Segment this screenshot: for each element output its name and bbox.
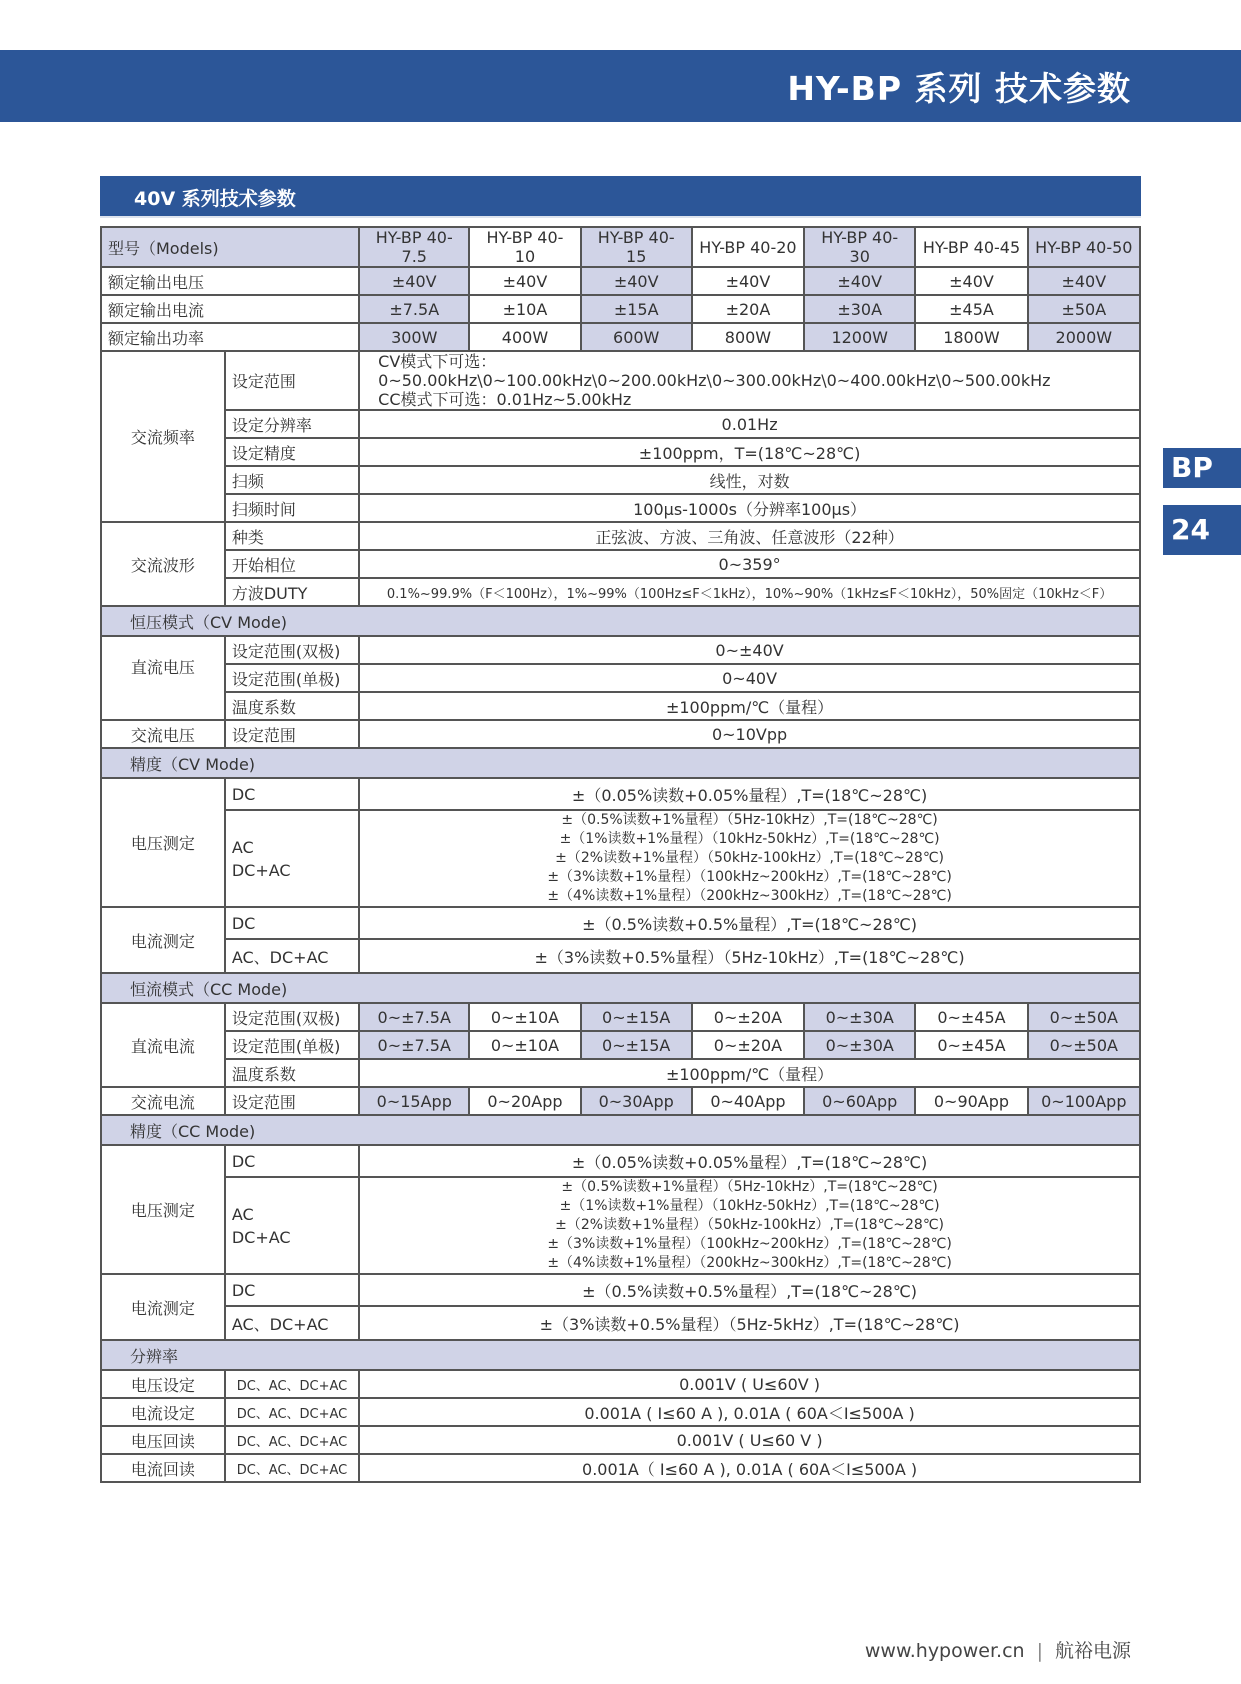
- resolution-header: [101, 1340, 1140, 1370]
- row-label: 电流回读: [101, 1454, 225, 1482]
- ac-wave-duty-row: [101, 578, 1140, 606]
- value-cell: 0~±45A: [915, 1031, 1027, 1059]
- row-value: ±（0.05%读数+0.05%量程）,T=(18℃~28℃): [359, 1145, 1140, 1177]
- ac-freq-label: 交流频率: [101, 351, 225, 522]
- ac-freq-sweep-row: [101, 466, 1140, 494]
- value-cell: 0~±15A: [581, 1003, 692, 1031]
- ac-freq-range-value: [359, 351, 1140, 410]
- cc-acc-voltage-dc-row: [101, 1145, 1140, 1177]
- ac-freq-range-label: 设定范围: [225, 351, 359, 410]
- section-header: 分辨率: [101, 1340, 1140, 1370]
- value-cell: 0~20App: [469, 1087, 580, 1115]
- row-label: 设定范围(双极): [225, 636, 359, 664]
- cv-acc-current-dc-row: [101, 907, 1140, 939]
- value-cell: 300W: [359, 323, 469, 351]
- resolution-row: [101, 1454, 1140, 1482]
- rated-power-label: 额定输出功率: [101, 323, 359, 351]
- ac-wave-label: 交流波形: [101, 522, 225, 606]
- ac-wave-phase-row: [101, 550, 1140, 578]
- row-label: DC: [225, 907, 359, 939]
- row-label: 方波DUTY: [225, 578, 359, 606]
- row-label: AC、DC+AC: [225, 939, 359, 973]
- value-cell: 1200W: [804, 323, 915, 351]
- row-value: 0.01Hz: [359, 410, 1140, 438]
- value-cell: 800W: [692, 323, 804, 351]
- cc-freq-range: CC模式下可选：0.01Hz~5.00kHz: [378, 390, 632, 409]
- accuracy-line: ±（2%读数+1%量程）（50kHz-100kHz）,T=(18℃~28℃): [555, 850, 945, 866]
- value-cell: 0~±7.5A: [359, 1031, 469, 1059]
- value-cell: ±45A: [915, 295, 1027, 323]
- value-cell: 400W: [469, 323, 580, 351]
- row-label: AC、DC+AC: [225, 1306, 359, 1340]
- cv-mode-header: [101, 606, 1140, 636]
- accuracy-line: ±（0.5%读数+1%量程）（5Hz-10kHz）,T=(18℃~28℃): [561, 1179, 938, 1195]
- row-value: ±100ppm，T=(18℃~28℃): [359, 438, 1140, 466]
- model-cell: HY-BP 40-45: [915, 227, 1027, 267]
- value-cell: 0~±45A: [915, 1003, 1027, 1031]
- dc-voltage-label: 直流电压: [101, 636, 225, 720]
- value-cell: ±40V: [1028, 267, 1140, 295]
- accuracy-line: ±（1%读数+1%量程）（10kHz-50kHz）,T=(18℃~28℃): [559, 1198, 940, 1214]
- value-cell: 0~±30A: [804, 1031, 915, 1059]
- value-cell: 0~40App: [692, 1087, 804, 1115]
- value-cell: 0~±15A: [581, 1031, 692, 1059]
- row-value: 0~±40V: [359, 636, 1140, 664]
- models-label: 型号（Models): [101, 227, 359, 267]
- row-label: 设定范围(双极): [225, 1003, 359, 1031]
- row-value: 0~10Vpp: [359, 720, 1140, 748]
- value-cell: 0~±20A: [692, 1031, 804, 1059]
- model-cell: HY-BP 40-50: [1028, 227, 1140, 267]
- row-value: 0.1%~99.9%（F＜100Hz），1%~99%（100Hz≤F＜1kHz），10%~90%（1kHz≤F＜10kHz），50%固定（10kHz＜F）: [359, 578, 1140, 606]
- section-header: 精度（CC Mode): [101, 1115, 1140, 1145]
- rated-voltage-row: [101, 267, 1140, 295]
- row-label: 设定范围(单极): [225, 664, 359, 692]
- rated-current-label: 额定输出电流: [101, 295, 359, 323]
- footer: [865, 1636, 1131, 1663]
- ac-freq-res-row: [101, 410, 1140, 438]
- cv-accuracy-header: [101, 748, 1140, 778]
- cc-dc-unipolar-row: [101, 1031, 1140, 1059]
- value-cell: ±40V: [804, 267, 915, 295]
- row-label: 扫频: [225, 466, 359, 494]
- row-value: 线性，对数: [359, 466, 1140, 494]
- cv-freq-range: CV模式下可选：0~50.00kHz\0~100.00kHz\0~200.00kHz\0~300.00kHz\0~400.00kHz\0~500.00kHz: [378, 352, 1051, 390]
- accuracy-line: ±（1%读数+1%量程）（10kHz-50kHz）,T=(18℃~28℃): [559, 831, 940, 847]
- value-cell: 0~±7.5A: [359, 1003, 469, 1031]
- row-value: ±（0.5%读数+0.5%量程）,T=(18℃~28℃): [359, 907, 1140, 939]
- row-label: 扫频时间: [225, 494, 359, 522]
- value-cell: ±50A: [1028, 295, 1140, 323]
- value-cell: ±7.5A: [359, 295, 469, 323]
- cv-acc-voltage-dc-row: [101, 778, 1140, 810]
- value-cell: ±40V: [692, 267, 804, 295]
- row-label: DC: [225, 778, 359, 810]
- resolution-row: [101, 1370, 1140, 1398]
- row-label: [225, 810, 359, 907]
- row-value: ±（0.5%读数+0.5%量程）,T=(18℃~28℃): [359, 1274, 1140, 1306]
- current-measure-label: 电流测定: [101, 907, 225, 973]
- row-label: 种类: [225, 522, 359, 550]
- side-tab-page-label: 24: [1171, 513, 1210, 546]
- row-value: 100μs-1000s（分辨率100μs）: [359, 494, 1140, 522]
- website-link[interactable]: www.hypower.cn: [864, 1640, 1025, 1662]
- value-cell: 0~15App: [359, 1087, 469, 1115]
- cc-dc-bipolar-row: [101, 1003, 1140, 1031]
- row-label: 电压回读: [101, 1426, 225, 1454]
- ac-freq-range-row: [101, 351, 1140, 410]
- resolution-row: [101, 1398, 1140, 1426]
- row-label: 开始相位: [225, 550, 359, 578]
- row-label: 设定范围: [225, 1087, 359, 1115]
- mode-label: DC、AC、DC+AC: [225, 1426, 359, 1454]
- rated-power-row: [101, 323, 1140, 351]
- mode-label: DC、AC、DC+AC: [225, 1398, 359, 1426]
- value-cell: 0~60App: [804, 1087, 915, 1115]
- accuracy-line: ±（2%读数+1%量程）（50kHz-100kHz）,T=(18℃~28℃): [555, 1217, 945, 1233]
- row-label: 设定范围(单极): [225, 1031, 359, 1059]
- row-value: 0.001A（ I≤60 A ), 0.01A ( 60A＜I≤500A ): [359, 1454, 1140, 1482]
- row-value: 0~359°: [359, 550, 1140, 578]
- value-cell: 0~±30A: [804, 1003, 915, 1031]
- value-cell: 1800W: [915, 323, 1027, 351]
- cv-acc-current-ac-row: [101, 939, 1140, 973]
- row-value: 正弦波、方波、三角波、任意波形（22种）: [359, 522, 1140, 550]
- row-label: 设定精度: [225, 438, 359, 466]
- brand-name: 航裕电源: [1054, 1640, 1131, 1662]
- value-cell: 0~30App: [581, 1087, 692, 1115]
- value-cell: 0~90App: [915, 1087, 1027, 1115]
- value-cell: ±40V: [581, 267, 692, 295]
- accuracy-line: ±（4%读数+1%量程）（200kHz~300kHz）,T=(18℃~28℃): [547, 1255, 952, 1271]
- value-cell: ±20A: [692, 295, 804, 323]
- ac-freq-acc-row: [101, 438, 1140, 466]
- row-value: ±（3%读数+0.5%量程）（5Hz-5kHz）,T=(18℃~28℃): [359, 1306, 1140, 1340]
- ac-label: AC: [231, 1204, 254, 1224]
- section-header: 精度（CV Mode): [101, 748, 1140, 778]
- model-cell: HY-BP 40-30: [804, 227, 915, 267]
- row-label: DC: [225, 1274, 359, 1306]
- row-value: [359, 1177, 1140, 1274]
- dc-ac-label: DC+AC: [231, 1227, 291, 1247]
- ac-freq-sweep-time-row: [101, 494, 1140, 522]
- side-tab-page: [1163, 505, 1241, 555]
- section-header: 恒流模式（CC Mode): [101, 973, 1140, 1003]
- accuracy-line: ±（3%读数+1%量程）（100kHz~200kHz）,T=(18℃~28℃): [547, 869, 952, 885]
- resolution-row: [101, 1426, 1140, 1454]
- page-title: HY-BP 系列 技术参数: [787, 69, 1131, 108]
- row-label: DC: [225, 1145, 359, 1177]
- dc-current-label: 直流电流: [101, 1003, 225, 1087]
- mode-label: DC、AC、DC+AC: [225, 1454, 359, 1482]
- value-cell: 0~±10A: [469, 1031, 580, 1059]
- cv-dc-bipolar-row: [101, 636, 1140, 664]
- models-row: [101, 227, 1140, 267]
- mode-label: DC、AC、DC+AC: [225, 1370, 359, 1398]
- cc-acc-current-ac-row: [101, 1306, 1140, 1340]
- side-tab-series: [1163, 448, 1241, 488]
- cv-dc-temp-row: [101, 692, 1140, 720]
- cc-acc-voltage-ac-row: [101, 1177, 1140, 1274]
- value-cell: 2000W: [1028, 323, 1140, 351]
- row-value: 0.001A ( I≤60 A ), 0.01A ( 60A＜I≤500A ): [359, 1398, 1140, 1426]
- model-cell: HY-BP 40-15: [581, 227, 692, 267]
- row-value: ±（0.05%读数+0.05%量程）,T=(18℃~28℃): [359, 778, 1140, 810]
- voltage-measure-label: 电压测定: [101, 1145, 225, 1274]
- current-measure-label: 电流测定: [101, 1274, 225, 1340]
- model-cell: HY-BP 40-20: [692, 227, 804, 267]
- side-tab-series-label: BP: [1171, 451, 1213, 484]
- value-cell: 600W: [581, 323, 692, 351]
- row-label: 设定分辨率: [225, 410, 359, 438]
- row-value: ±100ppm/℃（量程）: [359, 1059, 1140, 1087]
- ac-wave-type-row: [101, 522, 1140, 550]
- voltage-measure-label: 电压测定: [101, 778, 225, 907]
- section-title: 40V 系列技术参数: [134, 188, 296, 210]
- value-cell: 0~100App: [1028, 1087, 1140, 1115]
- section-header: 恒压模式（CV Mode): [101, 606, 1140, 636]
- ac-label: AC: [231, 837, 254, 857]
- model-cell: HY-BP 40-10: [469, 227, 580, 267]
- row-value: ±（3%读数+0.5%量程）（5Hz-10kHz）,T=(18℃~28℃): [359, 939, 1140, 973]
- model-cell: HY-BP 40-7.5: [359, 227, 469, 267]
- row-value: 0.001V ( U≤60 V ): [359, 1426, 1140, 1454]
- cc-accuracy-header: [101, 1115, 1140, 1145]
- ac-voltage-label: 交流电压: [101, 720, 225, 748]
- row-value: 0.001V ( U≤60V ): [359, 1370, 1140, 1398]
- rated-current-row: [101, 295, 1140, 323]
- value-cell: ±40V: [915, 267, 1027, 295]
- row-label: 温度系数: [225, 692, 359, 720]
- value-cell: ±30A: [804, 295, 915, 323]
- accuracy-line: ±（3%读数+1%量程）（100kHz~200kHz）,T=(18℃~28℃): [547, 1236, 952, 1252]
- row-label: 温度系数: [225, 1059, 359, 1087]
- spec-table: [100, 226, 1141, 1483]
- rated-voltage-label: 额定输出电压: [101, 267, 359, 295]
- cc-ac-current-row: [101, 1087, 1140, 1115]
- cv-dc-unipolar-row: [101, 664, 1140, 692]
- accuracy-line: ±（4%读数+1%量程）（200kHz~300kHz）,T=(18℃~28℃): [547, 888, 952, 904]
- row-label: [225, 1177, 359, 1274]
- value-cell: 0~±50A: [1028, 1031, 1140, 1059]
- value-cell: ±40V: [359, 267, 469, 295]
- ac-current-label: 交流电流: [101, 1087, 225, 1115]
- value-cell: 0~±20A: [692, 1003, 804, 1031]
- dc-ac-label: DC+AC: [231, 860, 291, 880]
- value-cell: ±15A: [581, 295, 692, 323]
- row-value: [359, 810, 1140, 907]
- value-cell: 0~±10A: [469, 1003, 580, 1031]
- value-cell: ±40V: [469, 267, 580, 295]
- cc-dc-temp-row: [101, 1059, 1140, 1087]
- footer-separator: |: [1036, 1640, 1043, 1662]
- cc-acc-current-dc-row: [101, 1274, 1140, 1306]
- row-label: 设定范围: [225, 720, 359, 748]
- row-value: ±100ppm/℃（量程）: [359, 692, 1140, 720]
- value-cell: 0~±50A: [1028, 1003, 1140, 1031]
- cv-ac-voltage-row: [101, 720, 1140, 748]
- row-value: 0~40V: [359, 664, 1140, 692]
- value-cell: ±10A: [469, 295, 580, 323]
- cc-mode-header: [101, 973, 1140, 1003]
- accuracy-line: ±（0.5%读数+1%量程）（5Hz-10kHz）,T=(18℃~28℃): [561, 812, 938, 828]
- row-label: 电压设定: [101, 1370, 225, 1398]
- cv-acc-voltage-ac-row: [101, 810, 1140, 907]
- row-label: 电流设定: [101, 1398, 225, 1426]
